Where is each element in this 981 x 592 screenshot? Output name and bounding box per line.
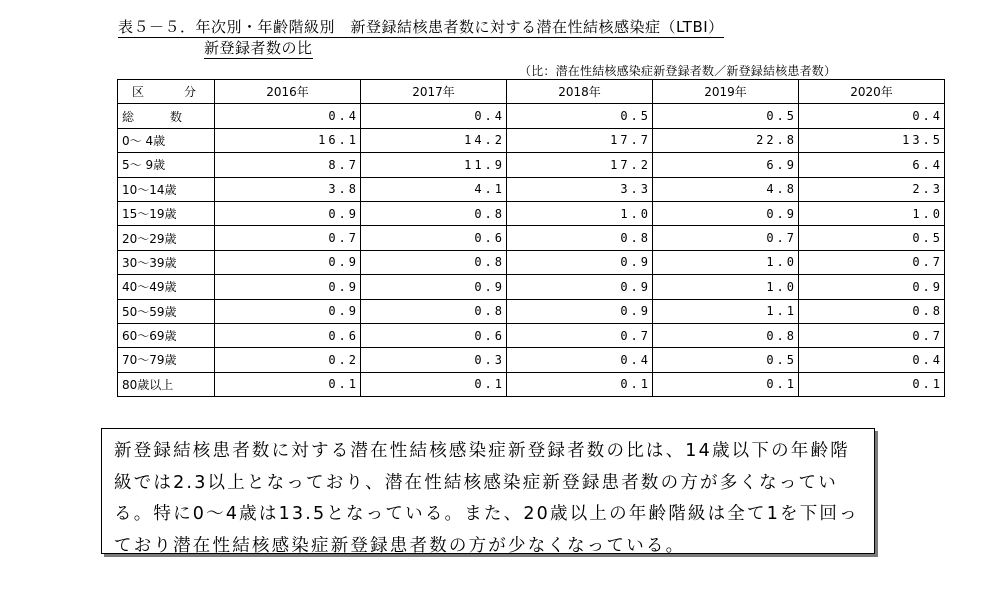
- table-cell: 0.8: [361, 299, 507, 323]
- table-row: [118, 323, 945, 347]
- table-cell: 0.4: [361, 104, 507, 128]
- table-cell: 1.0: [653, 250, 799, 274]
- table-cell: 0.6: [215, 323, 361, 347]
- table-cell: 22.8: [653, 128, 799, 152]
- table-row: [118, 104, 945, 128]
- table-cell: 0.4: [799, 104, 945, 128]
- table-cell: 0.9: [361, 275, 507, 299]
- table-row: [118, 299, 945, 323]
- ratio-note: （比：潜在性結核感染症新登録者数／新登録結核患者数）: [519, 64, 837, 78]
- table-cell: 1.0: [799, 201, 945, 225]
- table-cell: 17.7: [507, 128, 653, 152]
- row-label: 0～ 4歳: [118, 128, 215, 152]
- row-label: 50～59歳: [118, 299, 215, 323]
- table-cell: 0.7: [799, 323, 945, 347]
- header-year-2019: 2019年: [653, 80, 799, 104]
- table-cell: 0.8: [361, 201, 507, 225]
- table-cell: 0.9: [215, 275, 361, 299]
- table-row: [118, 153, 945, 177]
- table-cell: 3.3: [507, 177, 653, 201]
- row-label: 70～79歳: [118, 348, 215, 372]
- table-cell: 0.1: [361, 372, 507, 396]
- header-year-2017: 2017年: [361, 80, 507, 104]
- table-cell: 0.7: [507, 323, 653, 347]
- table-cell: 0.9: [799, 275, 945, 299]
- table-cell: 2.3: [799, 177, 945, 201]
- table-cell: 0.4: [507, 348, 653, 372]
- table-header: [118, 80, 945, 104]
- table-row: [118, 250, 945, 274]
- table-row: [118, 226, 945, 250]
- table-cell: 0.1: [653, 372, 799, 396]
- table-cell: 11.9: [361, 153, 507, 177]
- ltbi-ratio-table: [117, 79, 945, 397]
- summary-text: 新登録結核患者数に対する潜在性結核感染症新登録者数の比は、14歳以下の年齢階級では2.3以上となっており、潜在性結核感染症新登録患者数の方が多くなっている。特に0～4歳は13.5となっている。また、20歳以上の年齢階級は全て1を下回っており潜在性結核感染症新登録患者数の方が少なくなっている。: [114, 441, 859, 556]
- table-cell: 0.5: [799, 226, 945, 250]
- row-label: 総 数: [118, 104, 215, 128]
- table-cell: 0.3: [361, 348, 507, 372]
- table-cell: 0.5: [507, 104, 653, 128]
- table-cell: 0.1: [507, 372, 653, 396]
- table-cell: 0.2: [215, 348, 361, 372]
- table-cell: 0.1: [215, 372, 361, 396]
- row-label: 20～29歳: [118, 226, 215, 250]
- table-cell: 0.6: [361, 323, 507, 347]
- header-year-2016: 2016年: [215, 80, 361, 104]
- table-cell: 0.9: [507, 275, 653, 299]
- table-cell: 0.4: [799, 348, 945, 372]
- table-cell: 0.7: [799, 250, 945, 274]
- table-cell: 0.8: [653, 323, 799, 347]
- table-cell: 8.7: [215, 153, 361, 177]
- table-row: [118, 348, 945, 372]
- table-cell: 0.7: [653, 226, 799, 250]
- table-cell: 3.8: [215, 177, 361, 201]
- row-label: 15～19歳: [118, 201, 215, 225]
- table-cell: 0.5: [653, 104, 799, 128]
- row-label: 5～ 9歳: [118, 153, 215, 177]
- table-row: [118, 128, 945, 152]
- table-body: [118, 104, 945, 397]
- header-row: [118, 80, 945, 104]
- header-year-2020: 2020年: [799, 80, 945, 104]
- table-cell: 0.9: [215, 201, 361, 225]
- row-label: 60～69歳: [118, 323, 215, 347]
- table-cell: 1.0: [507, 201, 653, 225]
- summary-box: [101, 428, 875, 554]
- table-cell: 16.1: [215, 128, 361, 152]
- table-cell: 6.4: [799, 153, 945, 177]
- table-row: [118, 372, 945, 396]
- table-cell: 6.9: [653, 153, 799, 177]
- table-title-line1: 表５－５．年次別・年齢階級別 新登録結核患者数に対する潜在性結核感染症（LTBI）: [118, 18, 724, 36]
- table-cell: 1.0: [653, 275, 799, 299]
- row-label: 80歳以上: [118, 372, 215, 396]
- table-cell: 0.9: [653, 201, 799, 225]
- table-cell: 13.5: [799, 128, 945, 152]
- table-cell: 0.9: [507, 299, 653, 323]
- row-label: 10～14歳: [118, 177, 215, 201]
- table-cell: 0.8: [799, 299, 945, 323]
- table-title: [118, 18, 724, 59]
- table-row: [118, 201, 945, 225]
- table-cell: 1.1: [653, 299, 799, 323]
- table-row: [118, 177, 945, 201]
- table-cell: 4.8: [653, 177, 799, 201]
- table-title-line2: 新登録者数の比: [204, 39, 313, 57]
- table-cell: 0.8: [507, 226, 653, 250]
- row-label: 30～39歳: [118, 250, 215, 274]
- row-label: 40～49歳: [118, 275, 215, 299]
- table-cell: 0.1: [799, 372, 945, 396]
- table-cell: 0.4: [215, 104, 361, 128]
- table-cell: 0.9: [215, 250, 361, 274]
- table-cell: 0.5: [653, 348, 799, 372]
- table-cell: 0.9: [215, 299, 361, 323]
- table-cell: 0.7: [215, 226, 361, 250]
- table-row: [118, 275, 945, 299]
- header-category: 区 分: [118, 80, 215, 104]
- table-cell: 14.2: [361, 128, 507, 152]
- table-cell: 4.1: [361, 177, 507, 201]
- header-year-2018: 2018年: [507, 80, 653, 104]
- table-cell: 0.9: [507, 250, 653, 274]
- table-cell: 0.6: [361, 226, 507, 250]
- table-cell: 0.8: [361, 250, 507, 274]
- table-cell: 17.2: [507, 153, 653, 177]
